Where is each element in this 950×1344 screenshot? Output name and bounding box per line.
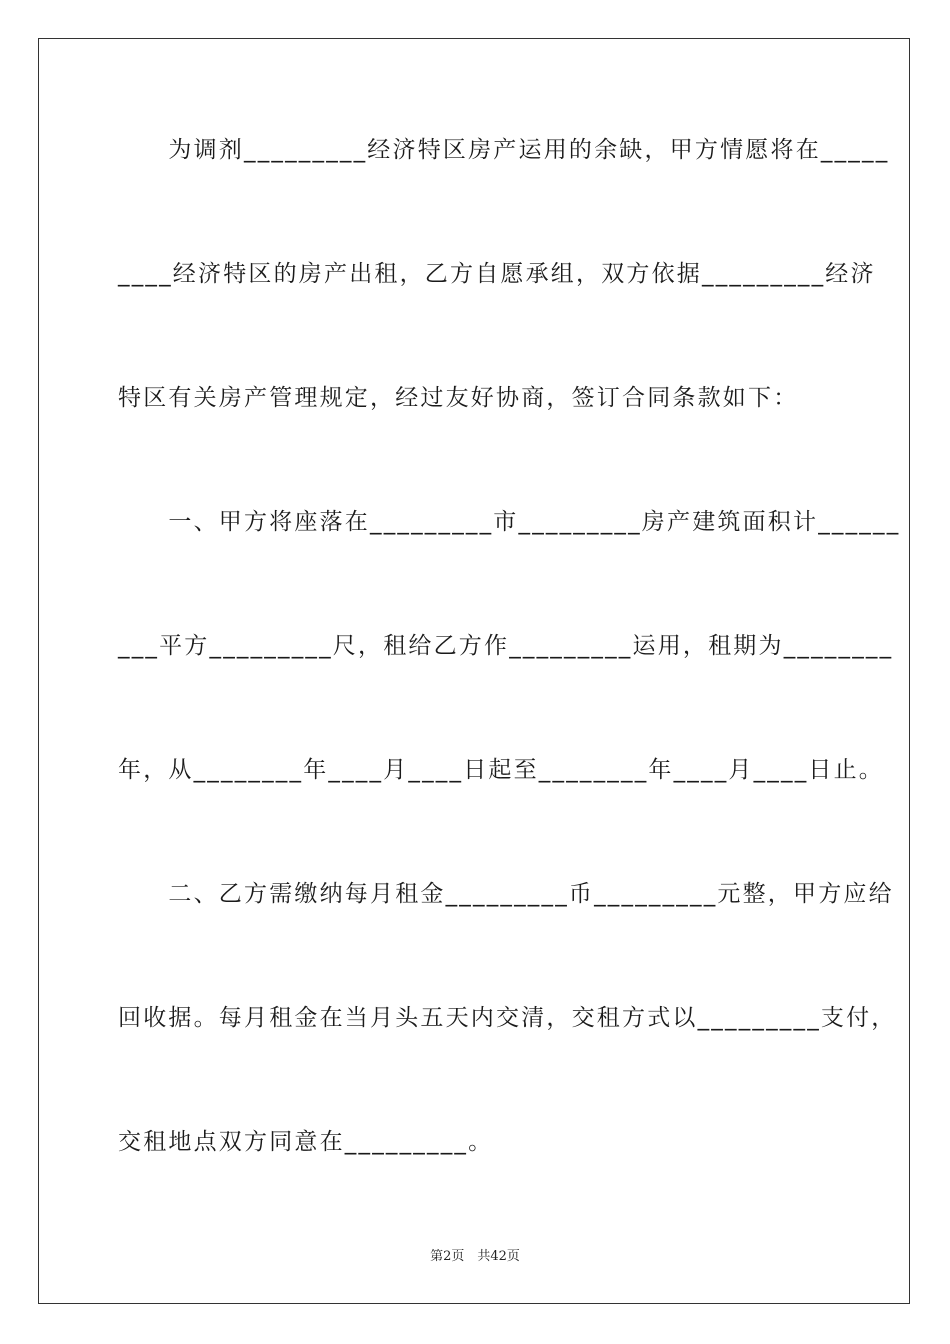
page-number-footer: 第2页 共42页: [430, 1249, 520, 1264]
contract-line-4: 一、甲方将座落在_________市_________房产建筑面积计______: [118, 509, 901, 535]
contract-line-5: ___平方_________尺，租给乙方作_________运用，租期为________: [118, 633, 894, 659]
contract-line-3: 特区有关房产管理规定，经过友好协商，签订合同条款如下：: [118, 385, 799, 411]
contract-line-2: ____经济特区的房产出租，乙方自愿承组，双方依据_________经济: [118, 261, 876, 287]
contract-line-9: 交租地点双方同意在_________。: [118, 1129, 494, 1155]
page-border: [38, 38, 910, 1304]
contract-line-1: 为调剂_________经济特区房产运用的余缺，甲方情愿将在_____: [118, 137, 890, 163]
contract-line-7: 二、乙方需缴纳每月租金_________币_________元整，甲方应给: [118, 881, 894, 907]
contract-line-8: 回收据。每月租金在当月头五天内交清，交租方式以_________支付，: [118, 1005, 897, 1031]
contract-line-6: 年，从________年____月____日起至________年____月____日止。: [118, 757, 884, 783]
